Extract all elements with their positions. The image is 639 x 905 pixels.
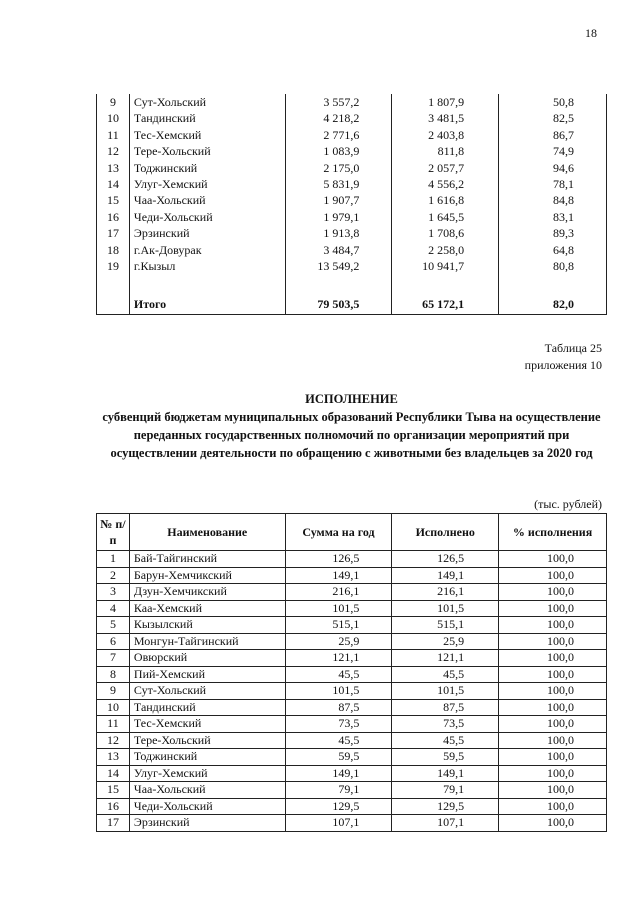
row-name: Улуг-Хемский: [129, 176, 285, 192]
document-subtitle: субвенций бюджетам муниципальных образований Республики Тыва на осуществление переданных государственных полномочий по организации мероприятий при осуществлении деятельности по обращению с животными без владельцев за 2020 год: [102, 410, 601, 460]
row-name: Чеди-Хольский: [129, 209, 285, 225]
total-done: 65 172,1: [392, 296, 499, 315]
row-sum: 5 831,9: [285, 176, 392, 192]
row-done: 3 481,5: [392, 110, 499, 126]
row-sum: 3 557,2: [285, 94, 392, 110]
appendix-label: приложения 10: [524, 358, 602, 372]
row-done: 1 616,8: [392, 192, 499, 208]
row-percent: 100,0: [499, 600, 607, 617]
table-row: [97, 176, 607, 192]
row-sum: 129,5: [285, 798, 392, 815]
row-number: 4: [97, 600, 130, 617]
header-number: № п/п: [97, 514, 130, 551]
row-number: 11: [97, 716, 130, 733]
row-done: 101,5: [392, 683, 499, 700]
row-done: 107,1: [392, 815, 499, 832]
row-number: 15: [97, 782, 130, 799]
row-done: 4 556,2: [392, 176, 499, 192]
table-spacer-row: [97, 274, 607, 296]
table-row: [97, 683, 607, 700]
header-sum: Сумма на год: [285, 514, 392, 551]
row-sum: 3 484,7: [285, 242, 392, 258]
row-percent: 100,0: [499, 699, 607, 716]
table-row: [97, 815, 607, 832]
row-name: Эрзинский: [129, 225, 285, 241]
row-done: 10 941,7: [392, 258, 499, 274]
row-percent: 100,0: [499, 617, 607, 634]
row-done: 216,1: [392, 584, 499, 601]
table-row: [97, 209, 607, 225]
row-number: 16: [97, 209, 130, 225]
row-name: Пий-Хемский: [129, 666, 285, 683]
row-percent: 94,6: [499, 160, 607, 176]
row-number: 12: [97, 732, 130, 749]
row-sum: 2 771,6: [285, 127, 392, 143]
header-percent: % исполнения: [499, 514, 607, 551]
row-name: Дзун-Хемчикский: [129, 584, 285, 601]
header-done: Исполнено: [392, 514, 499, 551]
row-name: Чаа-Хольский: [129, 782, 285, 799]
row-name: Монгун-Тайгинский: [129, 633, 285, 650]
table-row: [97, 225, 607, 241]
row-percent: 100,0: [499, 765, 607, 782]
row-number: 9: [97, 94, 130, 110]
total-pct: 82,0: [499, 296, 607, 315]
table-row: [97, 600, 607, 617]
table-row: [97, 258, 607, 274]
total-row: [97, 296, 607, 315]
row-number: 1: [97, 551, 130, 568]
row-number: 8: [97, 666, 130, 683]
row-number: 7: [97, 650, 130, 667]
row-done: 515,1: [392, 617, 499, 634]
row-done: 149,1: [392, 765, 499, 782]
row-percent: 84,8: [499, 192, 607, 208]
row-sum: 73,5: [285, 716, 392, 733]
row-sum: 45,5: [285, 732, 392, 749]
row-done: 121,1: [392, 650, 499, 667]
row-name: Чаа-Хольский: [129, 192, 285, 208]
row-percent: 100,0: [499, 633, 607, 650]
row-done: 45,5: [392, 732, 499, 749]
row-name: Эрзинский: [129, 815, 285, 832]
table-row: [97, 94, 607, 110]
table-row: [97, 110, 607, 126]
row-percent: 64,8: [499, 242, 607, 258]
row-sum: 101,5: [285, 600, 392, 617]
row-number: 6: [97, 633, 130, 650]
row-done: 2 057,7: [392, 160, 499, 176]
row-name: г.Кызыл: [129, 258, 285, 274]
page-number: 18: [585, 26, 597, 40]
row-number: 13: [97, 749, 130, 766]
row-percent: 100,0: [499, 798, 607, 815]
row-number: 19: [97, 258, 130, 274]
table-row: [97, 567, 607, 584]
row-sum: 59,5: [285, 749, 392, 766]
row-sum: 2 175,0: [285, 160, 392, 176]
row-percent: 80,8: [499, 258, 607, 274]
row-name: г.Ак-Довурак: [129, 242, 285, 258]
row-percent: 74,9: [499, 143, 607, 159]
table-row: [97, 666, 607, 683]
row-done: 87,5: [392, 699, 499, 716]
row-name: Сут-Хольский: [129, 94, 285, 110]
row-name: Тандинский: [129, 110, 285, 126]
table-row: [97, 732, 607, 749]
table-row: [97, 143, 607, 159]
table-row: [97, 633, 607, 650]
row-percent: 100,0: [499, 732, 607, 749]
row-sum: 149,1: [285, 567, 392, 584]
row-number: 13: [97, 160, 130, 176]
row-name: Улуг-Хемский: [129, 765, 285, 782]
row-number: 9: [97, 683, 130, 700]
row-percent: 100,0: [499, 666, 607, 683]
subventions-table-body: [97, 551, 607, 832]
row-number: 10: [97, 110, 130, 126]
table-row: [97, 192, 607, 208]
row-number: 3: [97, 584, 130, 601]
row-percent: 89,3: [499, 225, 607, 241]
table-row: [97, 242, 607, 258]
row-name: Тере-Хольский: [129, 143, 285, 159]
table-row: [97, 716, 607, 733]
row-percent: 100,0: [499, 584, 607, 601]
table-row: [97, 782, 607, 799]
row-number: 14: [97, 765, 130, 782]
row-number: 12: [97, 143, 130, 159]
row-percent: 100,0: [499, 551, 607, 568]
table-header-row: [97, 514, 607, 551]
row-name: Тес-Хемский: [129, 127, 285, 143]
row-name: Кызылский: [129, 617, 285, 634]
row-sum: 121,1: [285, 650, 392, 667]
row-name: Тере-Хольский: [129, 732, 285, 749]
row-name: Тес-Хемский: [129, 716, 285, 733]
row-name: Тандинский: [129, 699, 285, 716]
row-number: 17: [97, 225, 130, 241]
row-name: Бай-Тайгинский: [129, 551, 285, 568]
row-sum: 515,1: [285, 617, 392, 634]
row-sum: 25,9: [285, 633, 392, 650]
row-done: 149,1: [392, 567, 499, 584]
row-done: 126,5: [392, 551, 499, 568]
row-done: 2 403,8: [392, 127, 499, 143]
table-number-label: Таблица 25: [544, 341, 602, 355]
row-done: 25,9: [392, 633, 499, 650]
continuation-table-body: [97, 94, 607, 315]
row-sum: 149,1: [285, 765, 392, 782]
table-row: [97, 650, 607, 667]
row-percent: 50,8: [499, 94, 607, 110]
total-num-cell: [97, 296, 130, 315]
row-sum: 107,1: [285, 815, 392, 832]
document-title: ИСПОЛНЕНИЕ: [305, 392, 398, 406]
row-name: Сут-Хольский: [129, 683, 285, 700]
table-row: [97, 699, 607, 716]
row-number: 5: [97, 617, 130, 634]
row-done: 1 708,6: [392, 225, 499, 241]
row-number: 17: [97, 815, 130, 832]
row-percent: 83,1: [499, 209, 607, 225]
row-sum: 1 979,1: [285, 209, 392, 225]
units-label: (тыс. рублей): [534, 497, 602, 511]
table-row: [97, 765, 607, 782]
total-label: Итого: [129, 296, 285, 315]
table-row: [97, 551, 607, 568]
row-done: 79,1: [392, 782, 499, 799]
row-percent: 100,0: [499, 716, 607, 733]
row-sum: 4 218,2: [285, 110, 392, 126]
row-sum: 216,1: [285, 584, 392, 601]
row-sum: 1 913,8: [285, 225, 392, 241]
row-percent: 100,0: [499, 650, 607, 667]
row-number: 14: [97, 176, 130, 192]
row-name: Тоджинский: [129, 160, 285, 176]
row-number: 16: [97, 798, 130, 815]
row-number: 2: [97, 567, 130, 584]
table-row: [97, 617, 607, 634]
total-sum: 79 503,5: [285, 296, 392, 315]
table-row: [97, 749, 607, 766]
row-number: 10: [97, 699, 130, 716]
row-sum: 126,5: [285, 551, 392, 568]
row-percent: 100,0: [499, 567, 607, 584]
row-name: Тоджинский: [129, 749, 285, 766]
row-done: 129,5: [392, 798, 499, 815]
row-number: 11: [97, 127, 130, 143]
row-number: 15: [97, 192, 130, 208]
table-row: [97, 798, 607, 815]
row-percent: 100,0: [499, 815, 607, 832]
row-name: Барун-Хемчикский: [129, 567, 285, 584]
row-sum: 87,5: [285, 699, 392, 716]
row-sum: 101,5: [285, 683, 392, 700]
row-sum: 45,5: [285, 666, 392, 683]
row-done: 1 645,5: [392, 209, 499, 225]
row-percent: 100,0: [499, 749, 607, 766]
row-done: 1 807,9: [392, 94, 499, 110]
row-done: 45,5: [392, 666, 499, 683]
row-sum: 79,1: [285, 782, 392, 799]
row-percent: 100,0: [499, 683, 607, 700]
row-name: Каа-Хемский: [129, 600, 285, 617]
row-done: 59,5: [392, 749, 499, 766]
row-done: 101,5: [392, 600, 499, 617]
header-name: Наименование: [129, 514, 285, 551]
table-row: [97, 127, 607, 143]
row-sum: 1 907,7: [285, 192, 392, 208]
row-name: Чеди-Хольский: [129, 798, 285, 815]
table-row: [97, 584, 607, 601]
subventions-table: [96, 513, 607, 832]
row-sum: 1 083,9: [285, 143, 392, 159]
row-name: Овюрский: [129, 650, 285, 667]
row-number: 18: [97, 242, 130, 258]
row-done: 73,5: [392, 716, 499, 733]
continuation-table: [96, 94, 607, 315]
row-done: 811,8: [392, 143, 499, 159]
row-done: 2 258,0: [392, 242, 499, 258]
row-percent: 86,7: [499, 127, 607, 143]
row-percent: 100,0: [499, 782, 607, 799]
table-row: [97, 160, 607, 176]
row-sum: 13 549,2: [285, 258, 392, 274]
row-percent: 82,5: [499, 110, 607, 126]
row-percent: 78,1: [499, 176, 607, 192]
